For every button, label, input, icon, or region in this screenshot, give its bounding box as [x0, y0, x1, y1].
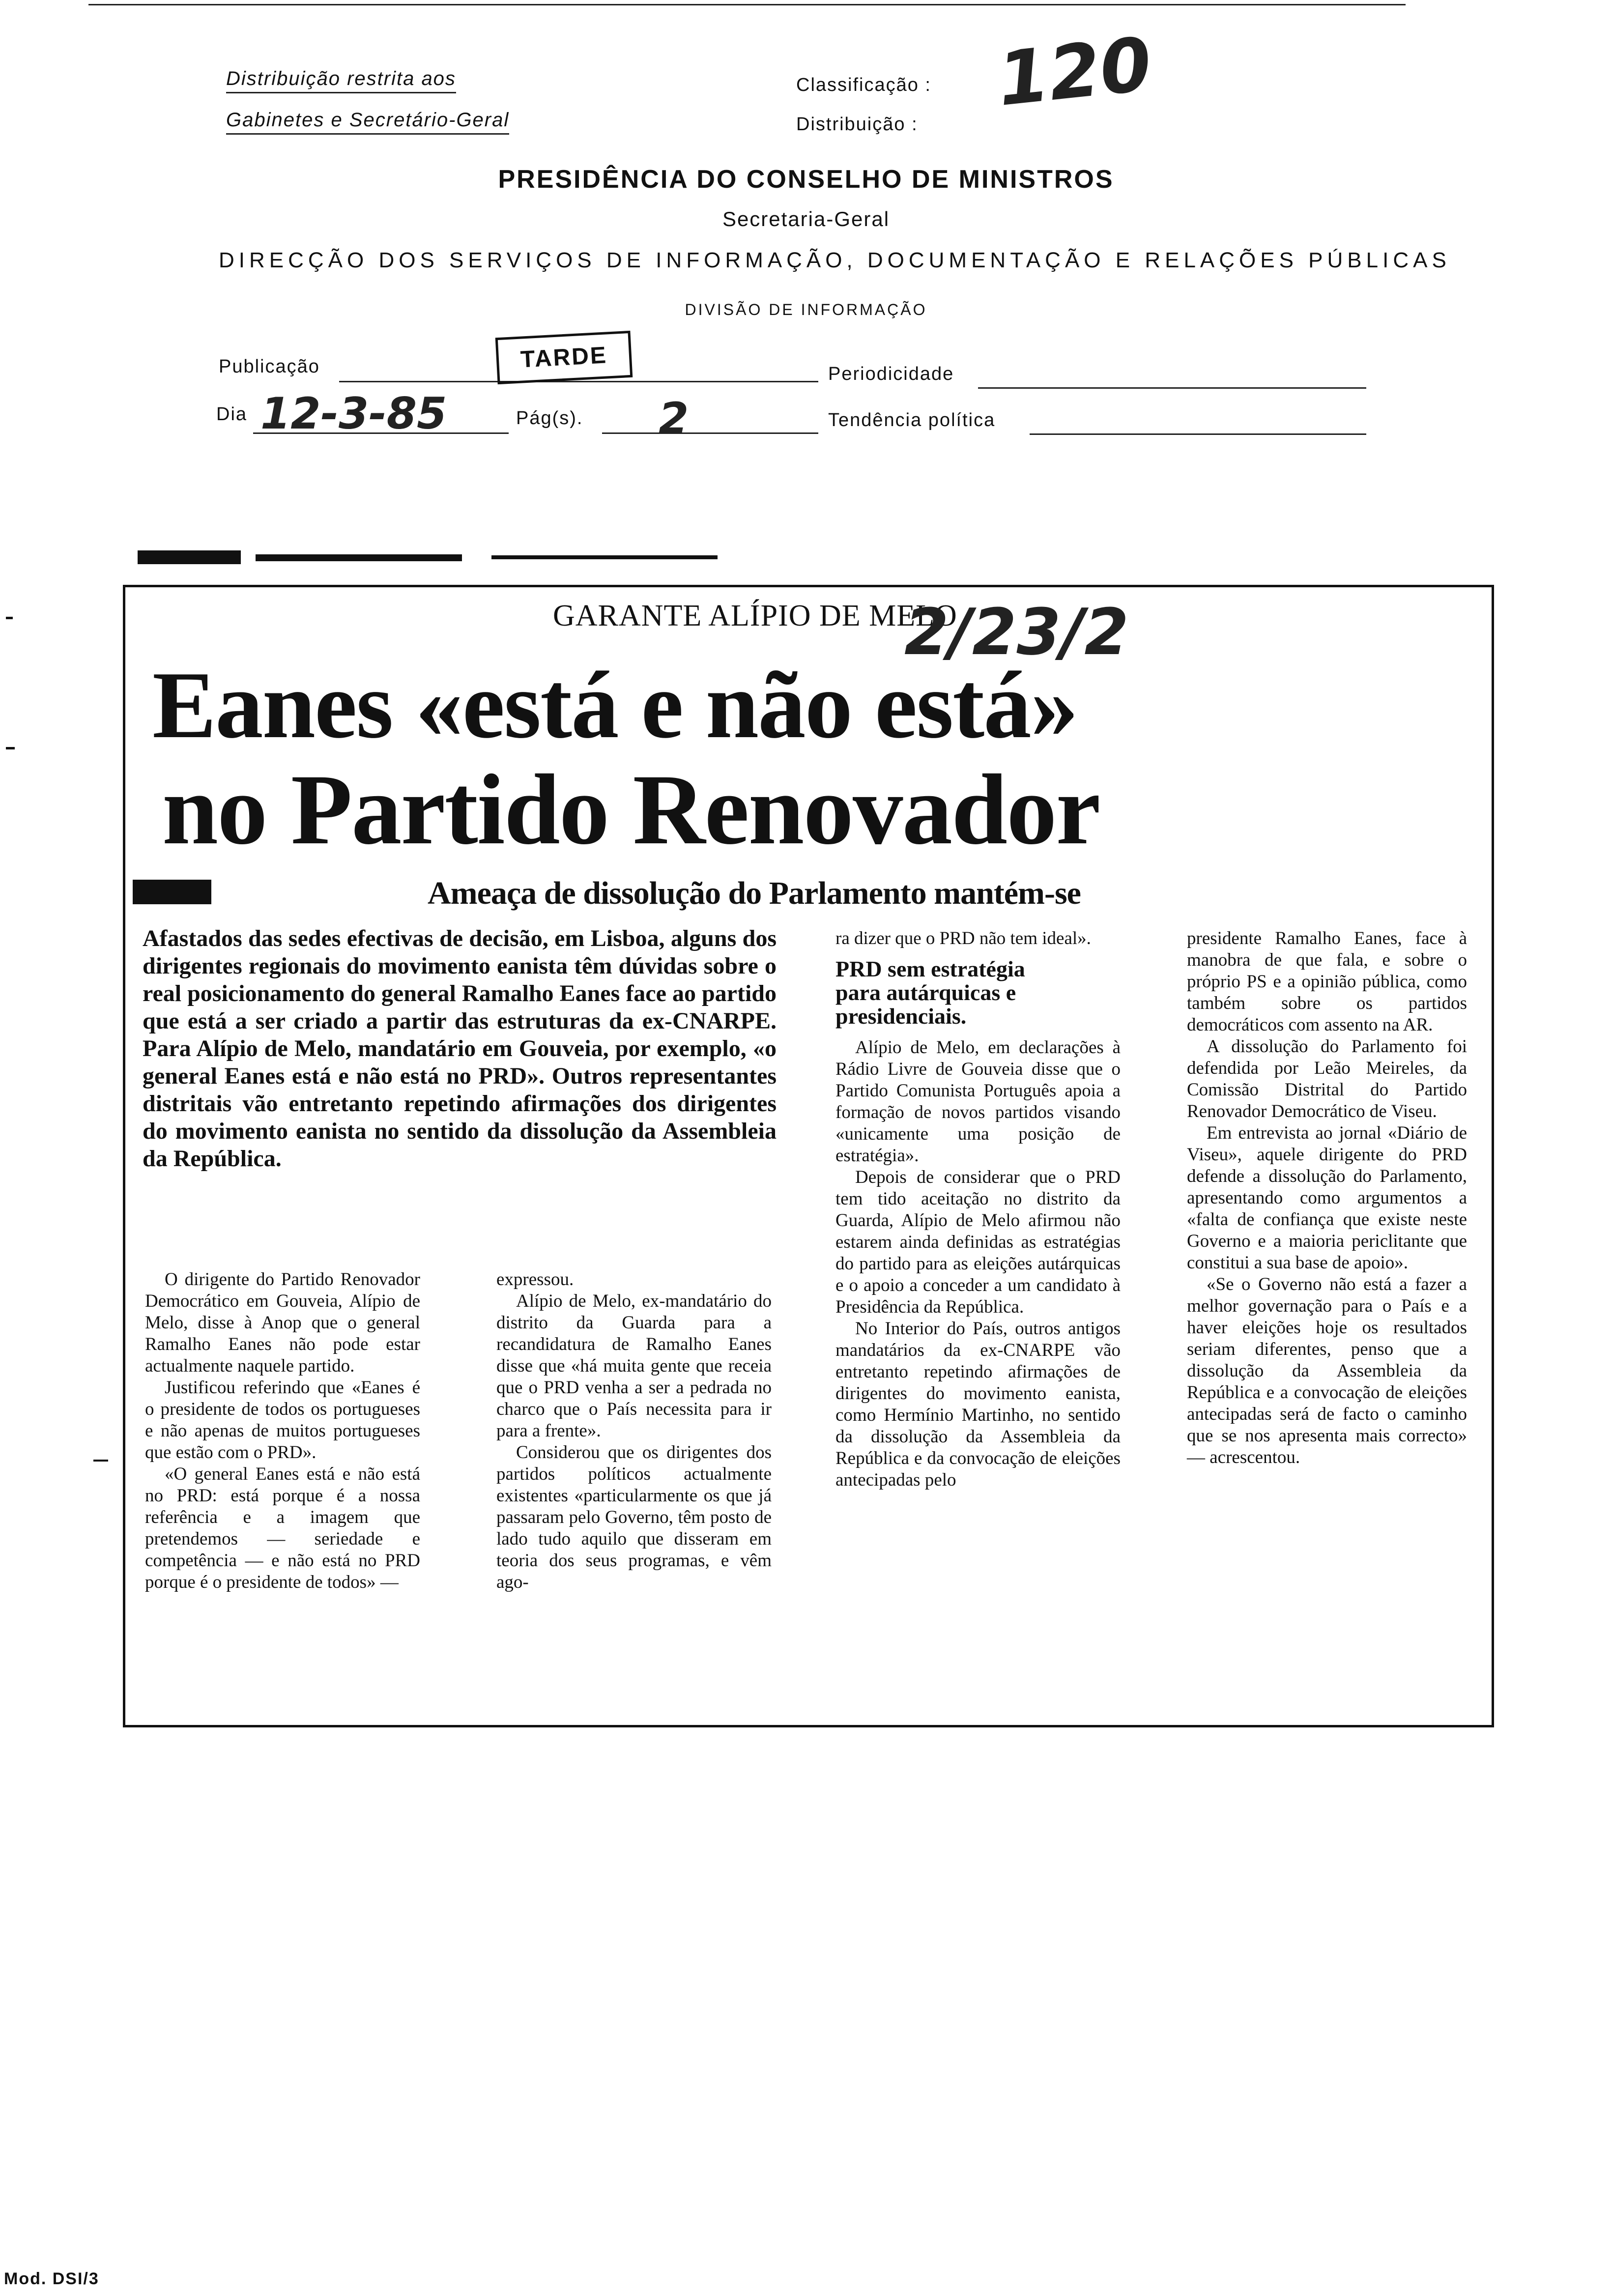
article-column-2: [496, 1269, 772, 1593]
tendency-label: Tendência política: [828, 410, 996, 430]
handwritten-margin-note: 2/23/2: [904, 595, 1129, 669]
article-headline-line2: no Partido Renovador: [162, 754, 1100, 865]
form-code: Mod. DSI/3: [4, 2269, 99, 2288]
pages-line: [602, 432, 818, 434]
classification-label: Classificação :: [796, 75, 931, 95]
column-3-paragraph: No Interior do País, outros antigos mandatários da ex-CNARPE vão entretanto repetindo afirmações de dirigentes do movimento eanista, como Hermínio Martinho, no sentido da dissolução da Assembleia da República e da convocação de eleições antecipadas pelo: [835, 1319, 1121, 1490]
margin-mark: [6, 617, 13, 619]
distribution-label: Distribuição :: [796, 114, 918, 135]
top-rule: [88, 4, 1406, 5]
division: DIVISÃO DE INFORMAÇÃO: [685, 301, 927, 318]
margin-mark: [93, 1460, 108, 1462]
article-column-3: [835, 928, 1121, 1491]
margin-mark: [6, 747, 15, 749]
periodicity-label: Periodicidade: [828, 364, 954, 384]
publication-stamp: [495, 331, 633, 384]
article-headline-line1: Eanes «está e não está»: [152, 652, 1078, 758]
pages-label: Pág(s).: [516, 408, 583, 429]
day-value: 12-3-85: [260, 388, 447, 439]
directorate: DIRECÇÃO DOS SERVIÇOS DE INFORMAÇÃO, DOCUMENTAÇÃO E RELAÇÕES PÚBLICAS: [219, 248, 1451, 272]
column-2-paragraph: expressou.: [496, 1269, 574, 1290]
column-3-intro: ra dizer que o PRD não tem ideal».: [835, 928, 1091, 948]
column-1-paragraph: Justificou referindo que «Eanes é o presidente de todos os portugueses e não apenas de muitos portugueses que estão com o PRD».: [145, 1378, 420, 1463]
scan-noise: [138, 550, 241, 564]
article-column-1: [145, 1269, 420, 1593]
publication-label: Publicação: [219, 356, 320, 377]
article-kicker: GARANTE ALÍPIO DE MELO: [553, 599, 957, 632]
column-1-paragraph: «O general Eanes está e não está no PRD: está porque é a nossa referência e a imagem que pretendemos — seriedade e competência — e não está no PRD porque é o presidente de todos» —: [145, 1464, 420, 1592]
column-4-paragraph: «Se o Governo não está a fazer a melhor governação para o País e a haver eleições hoje os resultados seriam diferentes, penso que a dissolução da Assembleia da República e a convocação de eleições antecipadas será de facto o caminho que se nos apresenta mais correcto» — acrescentou.: [1187, 1274, 1467, 1467]
column-3-subhead: PRD sem estratégia para autárquicas e presidenciais.: [835, 956, 1025, 1029]
column-4-paragraph: Em entrevista ao jornal «Diário de Viseu», aquele dirigente do PRD defende a dissolução do Parlamento, apresentando como argumentos a «falta de confiança que existe neste Governo e a maioria periclitante que constitui a sua base de apoio».: [1187, 1123, 1467, 1273]
scan-noise: [491, 555, 718, 559]
tendency-line: [1030, 433, 1366, 435]
day-label: Dia: [216, 404, 248, 425]
publication-line: [339, 381, 818, 382]
periodicity-line: [978, 387, 1366, 389]
pages-value: 2: [659, 393, 689, 444]
scan-noise: [256, 554, 462, 561]
handwritten-reference: 120: [993, 22, 1156, 123]
column-1-paragraph: O dirigente do Partido Renovador Democrático em Gouveia, Alípio de Melo, disse à Anop que o general Ramalho Eanes não pode estar actualmente naquele partido.: [145, 1269, 420, 1376]
column-3-paragraph: Depois de considerar que o PRD tem tido aceitação no distrito da Guarda, Alípio de Melo afirmou não estarem ainda definidas as estratégias do partido para as eleições autárquicas e o apoio a conceder a um candidato à Presidência da República.: [835, 1167, 1121, 1317]
article-column-4: [1187, 928, 1467, 1468]
column-2-paragraph: Considerou que os dirigentes dos partidos políticos actualmente existentes «particularmente os que já passaram pelo Governo, têm posto de lado tudo aquilo que disseram em teoria dos seus programas, e vêm ago-: [496, 1442, 772, 1592]
distribution-note-line2: Gabinetes e Secretário-Geral: [226, 109, 509, 135]
column-2-paragraph: Alípio de Melo, ex-mandatário do distrito da Guarda para a recandidatura de Ramalho Eanes disse que «há muita gente que receia que o PRD venha a ser a pedrada no charco que o País necessita para ir para a frente».: [496, 1291, 772, 1441]
article-lede: Afastados das sedes efectivas de decisão, em Lisboa, alguns dos dirigentes regionais do movimento eanista têm dúvidas sobre o real posicionamento do general Ramalho Eanes face ao partido que está a ser criado a partir das estruturas da ex-CNARPE. Para Alípio de Melo, mandatário em Gouveia, por exemplo, «o general Eanes está e não está no PRD». Outros representantes distritais vão entretanto repetindo afirmações dos dirigentes do movimento eanista no sentido da dissolução da Assembleia da República.: [143, 925, 777, 1172]
distribution-note-line1: Distribuição restrita aos: [226, 68, 456, 93]
column-3-paragraph: Alípio de Melo, em declarações à Rádio Livre de Gouveia disse que o Partido Comunista Português apoia a formação de novos partidos visando «unicamente uma posição de estratégia».: [835, 1037, 1121, 1166]
headline-smudge: [133, 880, 211, 904]
column-4-paragraph: presidente Ramalho Eanes, face à manobra de que fala, e sobre o próprio PS e a opinião pública, como também sobre os partidos democráticos com assento na AR.: [1187, 928, 1467, 1035]
article-deck: Ameaça de dissolução do Parlamento mantém-se: [428, 875, 1081, 911]
column-4-paragraph: A dissolução do Parlamento foi defendida por Leão Meireles, da Comissão Distrital do Partido Renovador Democrático de Viseu.: [1187, 1036, 1467, 1121]
org-subtitle: Secretaria-Geral: [722, 207, 890, 230]
publication-stamp-text: TARDE: [519, 342, 608, 373]
day-line: [253, 432, 509, 434]
org-title: PRESIDÊNCIA DO CONSELHO DE MINISTROS: [498, 165, 1114, 194]
